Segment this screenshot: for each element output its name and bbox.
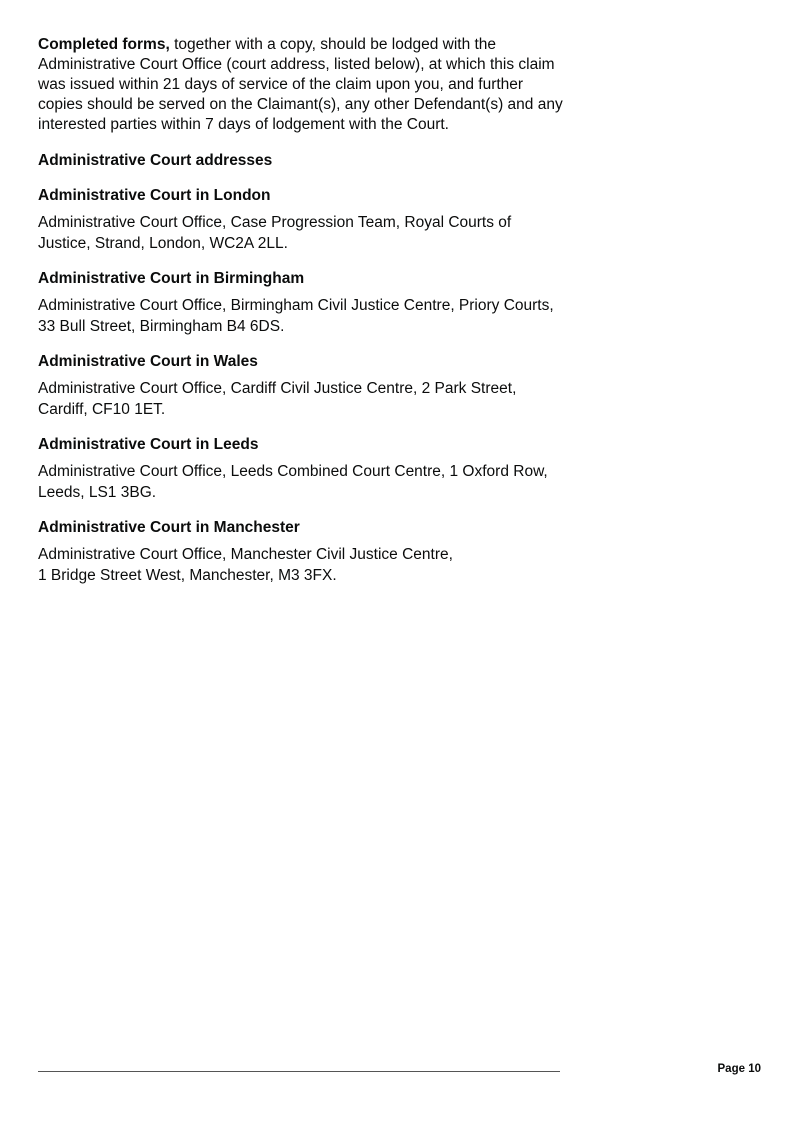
court-wales [38, 352, 563, 420]
court-address: Administrative Court Office, Manchester Civil Justice Centre, 1 Bridge Street West, Manchester, M3 3FX. [38, 546, 453, 584]
page-number: Page 10 [717, 1063, 761, 1075]
court-birmingham [38, 269, 563, 337]
page-content [38, 35, 563, 601]
court-heading: Administrative Court in Manchester [38, 519, 300, 536]
court-london [38, 186, 563, 254]
court-manchester [38, 518, 563, 586]
court-address: Administrative Court Office, Cardiff Civil Justice Centre, 2 Park Street, Cardiff, CF10 1ET. [38, 380, 517, 418]
court-heading: Administrative Court in Leeds [38, 436, 259, 453]
intro-text: together with a copy, should be lodged with the Administrative Court Office (court address, listed below), at which this claim was issued within 21 days of service of the claim upon you, and further copies should be served on the Claimant(s), any other Defendant(s) and any interested parties within 7 days of lodgement with the Court. [38, 36, 563, 133]
court-heading: Administrative Court in London [38, 187, 271, 204]
footer-divider [38, 1071, 560, 1072]
addresses-title: Administrative Court addresses [38, 152, 273, 169]
court-address: Administrative Court Office, Case Progression Team, Royal Courts of Justice, Strand, London, WC2A 2LL. [38, 214, 512, 252]
intro-paragraph [38, 35, 563, 135]
court-heading: Administrative Court in Wales [38, 353, 258, 370]
court-leeds [38, 435, 563, 503]
court-address: Administrative Court Office, Leeds Combined Court Centre, 1 Oxford Row, Leeds, LS1 3BG. [38, 463, 548, 501]
court-address: Administrative Court Office, Birmingham Civil Justice Centre, Priory Courts, 33 Bull Street, Birmingham B4 6DS. [38, 297, 554, 335]
intro-lead-bold: Completed forms, [38, 36, 170, 53]
court-heading: Administrative Court in Birmingham [38, 270, 305, 287]
